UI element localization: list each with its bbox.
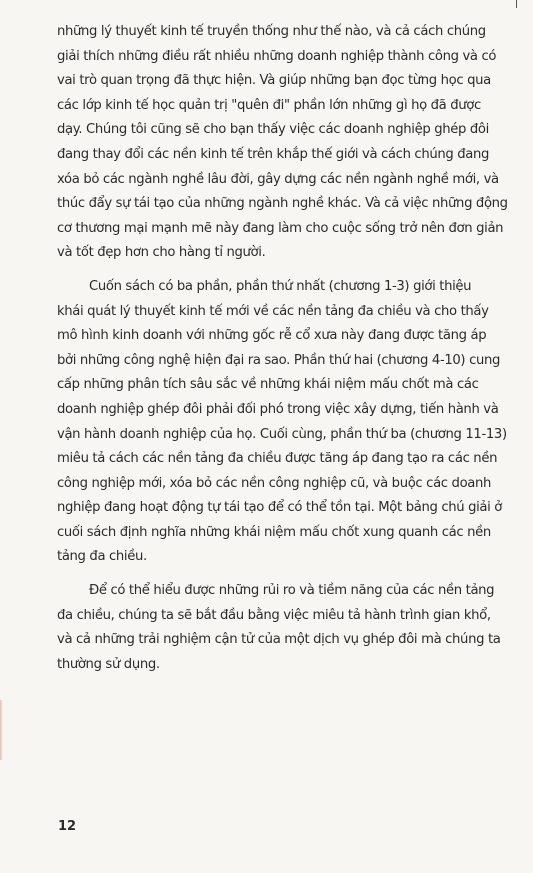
paragraph-2 xyxy=(57,275,505,570)
paragraph-3 xyxy=(57,579,505,677)
text-line: vận hành doanh nghiệp của họ. Cuối cùng, phần thứ ba (chương 11-13) xyxy=(57,426,507,442)
text-line: đang thay đổi các nền kinh tế trên khắp thế giới và cách chúng đang xyxy=(57,146,489,162)
text-line: những lý thuyết kinh tế truyền thống như thế nào, và cả cách chúng xyxy=(57,24,486,39)
text-line: cơ thương mại mạnh mẽ này đang làm cho cuộc sống trở nên đơn giản xyxy=(57,220,504,236)
body-text xyxy=(57,20,508,677)
text-line: công nghiệp mới, xóa bỏ các nền công nghiệp cũ, và buộc các doanh xyxy=(57,475,492,491)
text-line: miêu tả cách các nền tảng đa chiều được tăng áp đang tạo ra các nền xyxy=(57,451,498,467)
text-line: giải thích những điều rất nhiều những doanh nghiệp thành công và có xyxy=(57,48,497,64)
text-line: cấp những phân tích sâu sắc về những khái niệm mấu chốt mà các xyxy=(57,377,479,393)
text-line: Cuốn sách có ba phần, phần thứ nhất (chương 1-3) giới thiệu xyxy=(89,278,472,294)
text-line: bởi những công nghệ hiện đại ra sao. Phần thứ hai (chương 4-10) cung xyxy=(57,352,501,368)
text-line: cuối sách định nghĩa những khái niệm mấu chốt xung quanh các nền xyxy=(57,524,491,540)
text-line: doanh nghiệp ghép đôi phải đối phó trong việc xây dựng, tiến hành và xyxy=(57,401,499,417)
page-edge-mark xyxy=(516,0,517,8)
page-edge-shadow xyxy=(0,700,3,760)
text-line: và cả những trải nghiệm cận tử của một dịch vụ ghép đôi mà chúng ta xyxy=(57,632,501,648)
page-number: 12 xyxy=(58,819,77,834)
text-line: xóa bỏ các ngành nghề lâu đời, gây dựng các nền ngành nghề mới, và xyxy=(57,171,499,187)
text-line: vai trò quan trọng đã thực hiện. Và giúp những bạn đọc từng học qua xyxy=(57,73,491,89)
text-line: khái quát lý thuyết kinh tế mới về các nền tảng đa chiều và cho thấy xyxy=(57,303,489,319)
text-line: và tốt đẹp hơn cho hàng tỉ người. xyxy=(57,245,266,261)
text-line: thường sử dụng. xyxy=(57,656,160,672)
text-line: tảng đa chiều. xyxy=(57,549,147,565)
text-line: dạy. Chúng tôi cũng sẽ cho bạn thấy việc các doanh nghiệp ghép đôi xyxy=(57,122,489,138)
text-line: mô hình kinh doanh với những gốc rễ cổ xưa này đang được tăng áp xyxy=(57,328,487,344)
text-line: thúc đẩy sự tái tạo của những ngành nghề khác. Và cả việc những động xyxy=(57,196,508,212)
text-line: Để có thể hiểu được những rủi ro và tiềm năng của các nền tảng xyxy=(89,583,495,599)
text-line: đa chiều, chúng ta sẽ bắt đầu bằng việc miêu tả hành trình gian khổ, xyxy=(57,607,491,623)
paragraph-1 xyxy=(57,20,508,266)
text-line: nghiệp đang hoạt động tự tái tạo để có thể tồn tại. Một bảng chú giải ở xyxy=(57,500,503,516)
text-line: các lớp kinh tế học quản trị "quên đi" phần lớn những gì họ đã được xyxy=(57,97,481,113)
